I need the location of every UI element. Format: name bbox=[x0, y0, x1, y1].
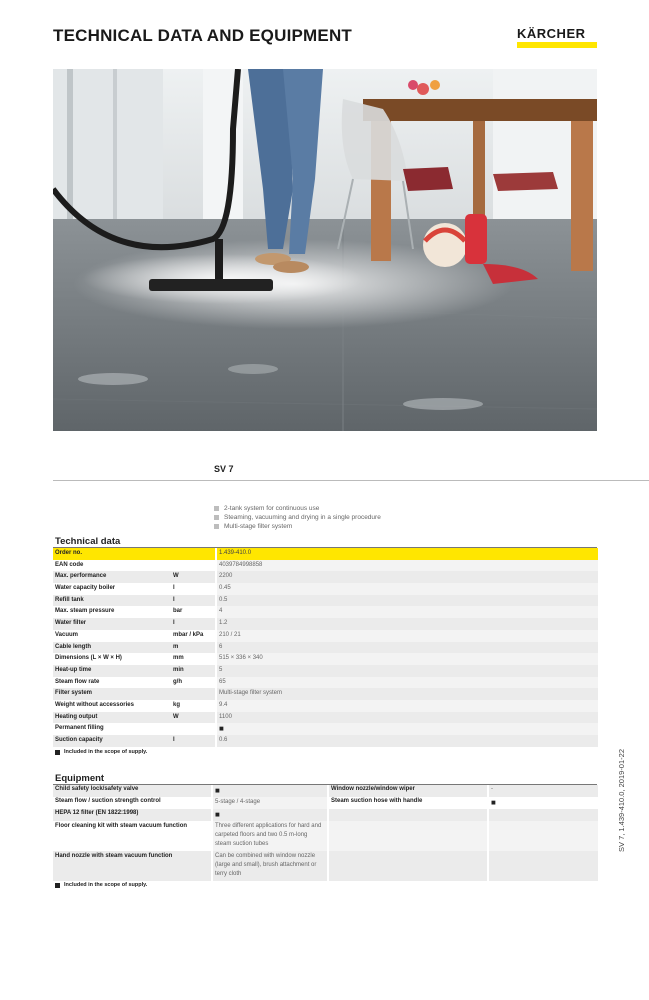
row-label: Steam flow rate bbox=[55, 678, 100, 685]
table-row bbox=[53, 797, 598, 809]
row-value: 4 bbox=[217, 606, 598, 618]
table-row bbox=[53, 700, 598, 712]
feature-text: 2-tank system for continuous use bbox=[224, 505, 320, 512]
row-unit: l bbox=[171, 735, 215, 747]
equipment-table bbox=[53, 785, 598, 881]
feature-item bbox=[214, 513, 381, 522]
row-value: 5 bbox=[217, 665, 598, 677]
row-label: Steam suction hose with handle bbox=[329, 797, 487, 809]
row-label: Water filter bbox=[53, 618, 171, 630]
table-row bbox=[53, 821, 598, 851]
row-value: 9.4 bbox=[217, 700, 598, 712]
row-label: Max. performance bbox=[53, 571, 171, 583]
feature-list bbox=[214, 504, 381, 531]
row-label bbox=[329, 851, 487, 881]
row-unit: W bbox=[171, 712, 215, 724]
row-label: Heat-up time bbox=[53, 665, 171, 677]
row-value: 1100 bbox=[217, 712, 598, 724]
row-unit: l bbox=[171, 595, 215, 607]
row-label: Vacuum bbox=[55, 631, 79, 638]
product-photo bbox=[53, 69, 597, 431]
row-label bbox=[329, 821, 487, 851]
row-label: Dimensions (L × W × H) bbox=[55, 655, 122, 662]
logo-text: KÄRCHER bbox=[517, 26, 586, 41]
included-icon bbox=[55, 883, 60, 888]
table-row bbox=[53, 851, 598, 881]
row-label: Permanent filling bbox=[55, 725, 104, 732]
row-unit: mm bbox=[173, 655, 184, 662]
logo-bar bbox=[517, 42, 597, 48]
row-label: Suction capacity bbox=[53, 735, 171, 747]
feature-text: Steaming, vacuuming and drying in a single procedure bbox=[224, 514, 381, 521]
page-title: TECHNICAL DATA AND EQUIPMENT bbox=[53, 26, 352, 45]
row-value: 0.5 bbox=[217, 595, 598, 607]
row-label: Max. steam pressure bbox=[55, 608, 115, 615]
row-value: 210 / 21 bbox=[217, 630, 598, 642]
table-row bbox=[53, 809, 598, 821]
technical-data-table bbox=[53, 548, 598, 747]
row-label: Cable length bbox=[53, 642, 171, 654]
feature-item bbox=[214, 504, 381, 513]
table-row bbox=[53, 642, 598, 654]
row-label: Hand nozzle with steam vacuum function bbox=[53, 851, 211, 881]
row-value: 0.6 bbox=[217, 735, 598, 747]
row-value: 4039784998858 bbox=[217, 560, 598, 572]
row-unit: l bbox=[173, 585, 175, 592]
row-label: EAN code bbox=[55, 561, 84, 568]
row-unit: kg bbox=[173, 701, 181, 708]
row-value: ■ bbox=[213, 809, 327, 821]
row-label: Floor cleaning kit with steam vacuum function bbox=[55, 823, 188, 829]
divider bbox=[53, 480, 649, 481]
bullet-icon bbox=[214, 515, 219, 520]
row-value: 65 bbox=[217, 677, 598, 689]
row-unit: W bbox=[171, 571, 215, 583]
row-unit bbox=[171, 688, 215, 700]
table-row bbox=[53, 712, 598, 724]
row-label: Order no. bbox=[53, 548, 171, 560]
row-value: 5-stage / 4-stage bbox=[213, 797, 327, 809]
table-row bbox=[53, 618, 598, 630]
table-row bbox=[53, 571, 598, 583]
row-label: Refill tank bbox=[53, 595, 171, 607]
table-row bbox=[53, 688, 598, 700]
row-label: Child safety lock/safety valve bbox=[53, 785, 211, 797]
bullet-icon bbox=[214, 506, 219, 511]
row-label bbox=[329, 809, 487, 821]
table-row bbox=[53, 606, 598, 618]
feature-text: Multi-stage filter system bbox=[224, 523, 293, 530]
bullet-icon bbox=[214, 524, 219, 529]
row-unit: min bbox=[171, 665, 215, 677]
product-name: SV 7 bbox=[214, 464, 234, 474]
table-row bbox=[53, 735, 598, 747]
scope-note bbox=[55, 749, 147, 755]
row-unit: l bbox=[171, 618, 215, 630]
table-row bbox=[53, 653, 598, 665]
table-row bbox=[53, 548, 598, 560]
table-row bbox=[53, 665, 598, 677]
table-row bbox=[53, 723, 598, 735]
row-value: 0.45 bbox=[217, 583, 598, 595]
row-unit bbox=[171, 548, 215, 560]
row-value: - bbox=[489, 785, 598, 797]
row-unit bbox=[171, 560, 215, 572]
row-value: ■ bbox=[217, 723, 598, 735]
row-unit: mbar / kPa bbox=[173, 631, 204, 638]
included-icon bbox=[55, 750, 60, 755]
row-value bbox=[489, 821, 598, 851]
row-value: 515 × 336 × 340 bbox=[217, 653, 598, 665]
row-unit: bar bbox=[173, 608, 183, 615]
row-value bbox=[489, 809, 598, 821]
row-label: Heating output bbox=[53, 712, 171, 724]
brand-logo bbox=[517, 27, 597, 48]
row-value: Multi-stage filter system bbox=[217, 688, 598, 700]
row-value: 1.2 bbox=[217, 618, 598, 630]
row-value: Can be combined with window nozzle (large and small), brush attachment or terry cloth bbox=[213, 851, 327, 881]
row-unit: g/h bbox=[173, 678, 182, 685]
row-label: Water capacity boiler bbox=[55, 585, 116, 592]
table-row bbox=[53, 595, 598, 607]
row-value: 1.439-410.0 bbox=[217, 548, 598, 560]
row-value: 2200 bbox=[217, 571, 598, 583]
row-label: Filter system bbox=[53, 688, 171, 700]
row-unit bbox=[171, 723, 215, 735]
row-value: ■ bbox=[213, 785, 327, 797]
row-label: Window nozzle/window wiper bbox=[329, 785, 487, 797]
technical-data-title: Technical data bbox=[55, 536, 121, 547]
row-value: 6 bbox=[217, 642, 598, 654]
product-photo-illustration bbox=[53, 69, 597, 431]
scope-note-text: Included in the scope of supply. bbox=[64, 749, 148, 755]
feature-item bbox=[214, 522, 381, 531]
row-value: ■ bbox=[489, 797, 598, 809]
table-row bbox=[53, 785, 598, 797]
scope-note bbox=[55, 882, 147, 888]
table-row bbox=[53, 583, 598, 595]
row-value bbox=[489, 851, 598, 881]
table-row bbox=[53, 560, 598, 572]
document-code: SV 7, 1.439-410.0, 2019-01-22 bbox=[617, 749, 626, 852]
table-row bbox=[53, 630, 598, 642]
table-row bbox=[53, 677, 598, 689]
row-unit: m bbox=[171, 642, 215, 654]
row-label: Weight without accessories bbox=[55, 701, 134, 708]
equipment-title: Equipment bbox=[55, 773, 105, 784]
row-value: Three different applications for hard and carpeted floors and two 0.5 m-long steam suction tubes bbox=[213, 821, 327, 851]
scope-note-text: Included in the scope of supply. bbox=[64, 882, 148, 888]
row-label: Steam flow / suction strength control bbox=[55, 798, 161, 804]
row-label: HEPA 12 filter (EN 1822:1998) bbox=[53, 809, 211, 821]
